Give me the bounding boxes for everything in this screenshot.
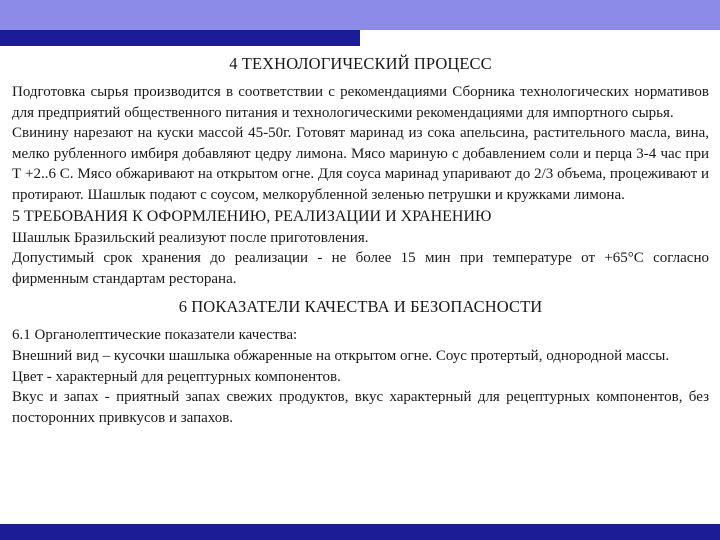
section-6-heading: 6 ПОКАЗАТЕЛИ КАЧЕСТВА И БЕЗОПАСНОСТИ — [178, 297, 543, 317]
section-5-heading: 5 ТРЕБОВАНИЯ К ОФОРМЛЕНИЮ, РЕАЛИЗАЦИИ И ХРАНЕНИЮ — [12, 207, 492, 225]
section-5-paragraph-1: Шашлык Бразильский реализуют после приготовления. — [12, 229, 369, 246]
top-accent-bar — [0, 30, 360, 46]
section-6-paragraph-3: Вкус и запах - приятный запах свежих продуктов, вкус характерный для рецептурных компонентов, без посторонних привкусов и запахов. — [12, 389, 709, 426]
section-6-paragraph-1: Внешний вид – кусочки шашлыка обжаренные на открытом огне. Соус протертый, однородной массы. — [12, 347, 670, 364]
document-body — [12, 52, 709, 428]
top-decorative-band — [0, 0, 720, 30]
section-4-paragraph-2: Свинину нарезают на куски массой 45-50г. Готовят маринад из сока апельсина, растительного масла, вина, мелко рубленного имбиря добавляют цедру лимона. Мясо мариную с добавлением соли и перца 3-4 час при Т +2..6 С. Мясо обжаривают на открытом огне. Для соуса маринад упаривают до 2/3 объема, процеживают и протирают. Шашлык подают с соусом, мелкорубленной зеленью петрушки и кружками лимона. — [12, 125, 709, 203]
section-5-paragraph-2: Допустимый срок хранения до реализации - не более 15 мин при температуре от +65°С согласно фирменным стандартам ресторана. — [12, 250, 709, 287]
section-6-paragraph-2: Цвет - характерный для рецептурных компонентов. — [12, 368, 341, 385]
bottom-decorative-bar — [0, 524, 720, 540]
section-4-heading: 4 ТЕХНОЛОГИЧЕСКИЙ ПРОЦЕСС — [229, 54, 492, 73]
section-4-paragraph-1: Подготовка сырья производится в соответствии с рекомендациями Сборника технологических нормативов для предприятий общественного питания и технологическими рекомендациями для импортного сырья. — [12, 84, 709, 121]
section-6-subheading: 6.1 Органолептические показатели качества: — [12, 327, 298, 344]
